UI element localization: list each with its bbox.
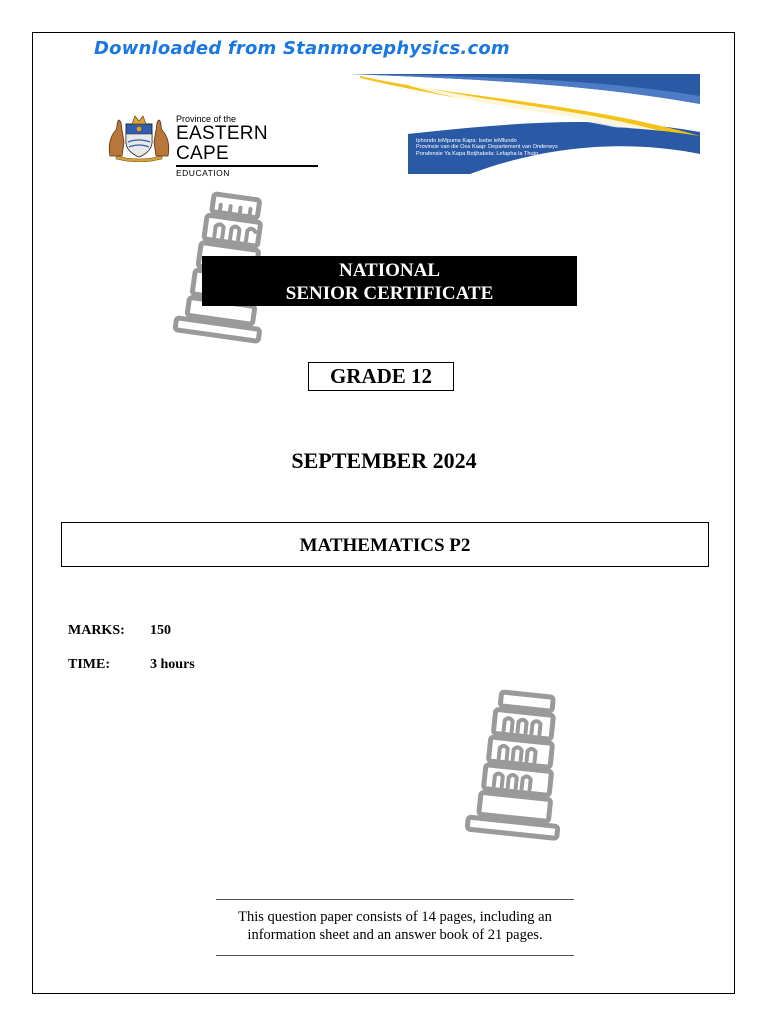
- logo-underline: [176, 165, 318, 167]
- header-band-line: Porafensie Ya Kapa Botjhabela: Lefapha la Thuto: [416, 150, 539, 157]
- exam-date: SEPTEMBER 2024: [291, 448, 477, 473]
- header-swoosh-graphic: [350, 74, 700, 174]
- header-band-line: Iphondo leMpuma Kapa: Isebe leMfundo: [416, 138, 517, 144]
- page-count-line1: This question paper consists of 14 pages, including an: [238, 909, 552, 925]
- marks-value: 150: [150, 623, 171, 638]
- certificate-title-line1: NATIONAL: [339, 260, 440, 281]
- time-row: [68, 657, 195, 673]
- header-band-line: Provinsie van die Oos Kaap: Departement van Onderwys: [416, 144, 558, 151]
- header-band-text: [416, 138, 696, 157]
- footer-rule-top: [216, 899, 574, 900]
- page-count-note: [216, 908, 574, 944]
- time-value: 3 hours: [150, 657, 195, 672]
- download-banner[interactable]: Downloaded from Stanmorephysics.com: [94, 38, 510, 59]
- certificate-title-box: [202, 256, 577, 306]
- marks-label: MARKS:: [68, 623, 125, 638]
- page-count-line2: information sheet and an answer book of 21 pages.: [247, 927, 543, 943]
- marks-row: [68, 623, 171, 639]
- subject-title-box: MATHEMATICS P2: [61, 522, 709, 567]
- eastern-cape-logo: [104, 112, 324, 178]
- coat-of-arms-icon: [104, 112, 174, 162]
- logo-wordmark: [176, 114, 324, 178]
- footer-rule-bottom: [216, 955, 574, 956]
- certificate-title-line2: SENIOR CERTIFICATE: [285, 283, 494, 304]
- logo-department: EDUCATION: [176, 167, 230, 178]
- leaning-tower-icon: [462, 688, 574, 844]
- time-label: TIME:: [68, 657, 110, 672]
- grade-box: GRADE 12: [308, 362, 454, 391]
- page-border: [32, 32, 735, 994]
- logo-province-name: EASTERN CAPE: [176, 123, 268, 164]
- logo-province-line: Province of the: [176, 114, 237, 124]
